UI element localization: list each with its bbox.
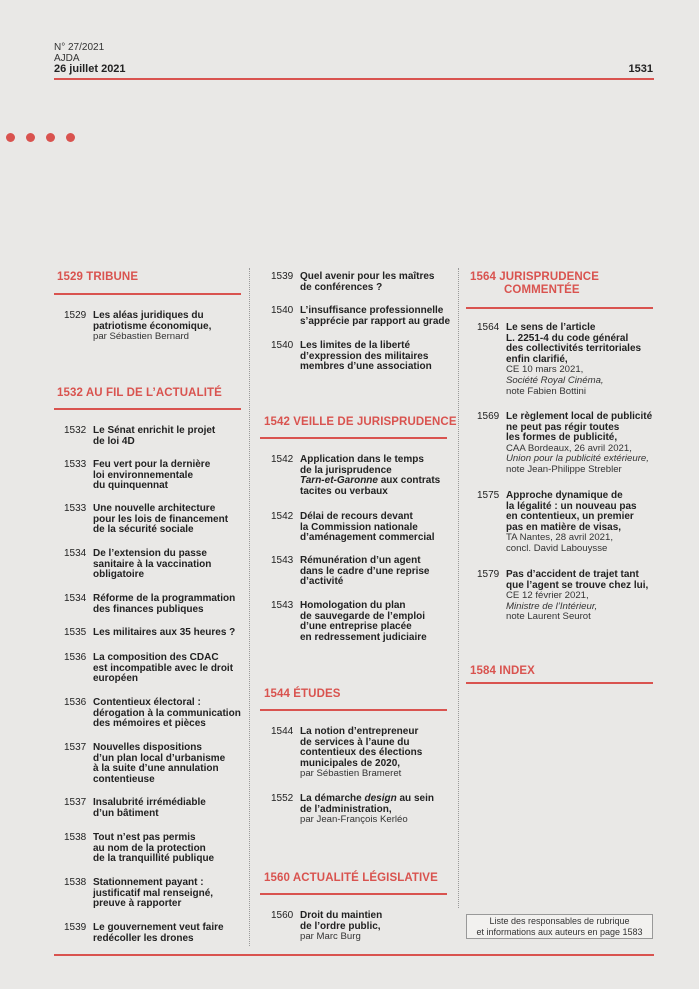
- page-number: 1531: [628, 63, 653, 75]
- entry-page: 1575: [477, 490, 500, 501]
- entry-title: Le sens de l’article L. 2251-4 du code général des collectivités territoriales enfin clarifié,: [506, 322, 642, 365]
- section-title-tribune[interactable]: 1529 TRIBUNE: [57, 271, 139, 283]
- entry-title: Une nouvelle architecture pour les lois de financement de la sécurité sociale: [93, 503, 229, 536]
- section-rule: [54, 408, 241, 410]
- entry-author: par Jean-François Kerléo: [300, 814, 408, 826]
- header-rule: [54, 78, 654, 80]
- entry-title: La notion d’entrepreneur de services à l’aune du contentieux des élections municipales de 2020,: [300, 726, 423, 769]
- entry-author: note Fabien Bottini: [506, 385, 587, 397]
- entry-title: Les limites de la liberté d’expression des militaires membres d’une association: [300, 340, 432, 373]
- entry-title: La composition des CDAC est incompatible avec le droit européen: [93, 652, 234, 685]
- entry-author: concl. David Labouysse: [506, 542, 608, 554]
- entry-title: Droit du maintien de l’ordre public,: [300, 910, 383, 932]
- entry-title: Réforme de la programmation des finances publiques: [93, 593, 236, 615]
- authors-info-note: [466, 914, 653, 939]
- dot-icon: [66, 133, 75, 142]
- entry-page: 1543: [271, 555, 294, 566]
- entry-page: 1540: [271, 340, 294, 351]
- entry-decision: CE 10 mars 2021,: [506, 364, 584, 376]
- dot-icon: [46, 133, 55, 142]
- entry-page: 1532: [64, 425, 87, 436]
- section-rule: [466, 307, 653, 309]
- section-title-legislative[interactable]: 1560 ACTUALITÉ LÉGISLATIVE: [264, 872, 438, 884]
- section-title-etudes[interactable]: 1544 ÉTUDES: [264, 688, 341, 700]
- section-title-actualite[interactable]: 1532 AU FIL DE L’ACTUALITÉ: [57, 387, 222, 399]
- entry-title: Feu vert pour la dernière loi environnementale du quinquennat: [93, 459, 211, 492]
- entry-title: Délai de recours devant la Commission nationale d’aménagement commercial: [300, 511, 435, 544]
- entry-page: 1538: [64, 832, 87, 843]
- section-title-jurisprudence[interactable]: 1564 JURISPRUDENCE COMMENTÉE: [470, 271, 599, 296]
- entry-title: Quel avenir pour les maîtres de conférences ?: [300, 271, 435, 293]
- entry-title: L’insuffisance professionnelle s’apprécie par rapport au grade: [300, 305, 451, 327]
- entry-page: 1579: [477, 569, 500, 580]
- entry-page: 1533: [64, 503, 87, 514]
- entry-title: Stationnement payant : justificatif mal renseigné, preuve à rapporter: [93, 877, 214, 910]
- entry-title: Tout n’est pas permis au nom de la protection de la tranquillité publique: [93, 832, 215, 865]
- entry-page: 1537: [64, 742, 87, 753]
- entry-page: 1539: [64, 922, 87, 933]
- entry-page: 1537: [64, 797, 87, 808]
- entry-page: 1569: [477, 411, 500, 422]
- section-title-index[interactable]: 1584 INDEX: [470, 665, 535, 677]
- dot-icon: [26, 133, 35, 142]
- entry-page: 1538: [64, 877, 87, 888]
- entry-page: 1539: [271, 271, 294, 282]
- entry-title: Insalubrité irrémédiable d’un bâtiment: [93, 797, 206, 819]
- entry-decision: TA Nantes, 28 avril 2021,: [506, 532, 614, 544]
- entry-page: 1564: [477, 322, 500, 333]
- entry-author: par Sébastien Bernard: [93, 331, 189, 343]
- entry-parties: Ministre de l’Intérieur,: [506, 600, 598, 612]
- entry-parties: Union pour la publicité extérieure,: [506, 453, 649, 465]
- entry-page: 1536: [64, 697, 87, 708]
- entry-title: Le gouvernement veut faire redécoller les drones: [93, 922, 224, 944]
- issue-date: 26 juillet 2021: [54, 63, 126, 75]
- entry-page: 1544: [271, 726, 294, 737]
- note-line: et informations aux auteurs en page 1583: [476, 927, 643, 937]
- dot-icon: [6, 133, 15, 142]
- entry-title: Approche dynamique de la légalité : un nouveau pas en contentieux, un premier pas en matière de visas,: [506, 490, 637, 533]
- entry-parties: Société Royal Cinéma,: [506, 374, 604, 386]
- section-rule: [466, 682, 653, 684]
- entry-page: 1543: [271, 600, 294, 611]
- entry-title: Application dans le temps de la jurisprudence Tarn-et-Garonne aux contrats tacites ou verbaux: [300, 454, 441, 497]
- journal-name: AJDA: [54, 53, 80, 64]
- entry-title: Les aléas juridiques du patriotisme économique,: [93, 310, 212, 332]
- entry-page: 1540: [271, 305, 294, 316]
- entry-page: 1534: [64, 548, 87, 559]
- entry-title: Le Sénat enrichit le projet de loi 4D: [93, 425, 216, 447]
- footer-rule: [54, 954, 654, 956]
- entry-title: Les militaires aux 35 heures ?: [93, 627, 236, 638]
- entry-page: 1552: [271, 793, 294, 804]
- entry-title: Contentieux électoral : dérogation à la communication des mémoires et pièces: [93, 697, 241, 730]
- entry-title: Le règlement local de publicité ne peut pas régir toutes les formes de publicité,: [506, 411, 653, 444]
- entry-author: par Sébastien Brameret: [300, 768, 402, 780]
- section-rule: [260, 709, 447, 711]
- entry-author: par Marc Burg: [300, 931, 361, 943]
- entry-title: Pas d’accident de trajet tant que l’agent se trouve chez lui,: [506, 569, 649, 591]
- entry-page: 1542: [271, 454, 294, 465]
- section-rule: [260, 893, 447, 895]
- entry-decision: CAA Bordeaux, 26 avril 2021,: [506, 442, 632, 454]
- entry-page: 1536: [64, 652, 87, 663]
- entry-page: 1529: [64, 310, 87, 321]
- decorative-dots: [6, 133, 75, 142]
- section-title-veille[interactable]: 1542 VEILLE DE JURISPRUDENCE: [264, 416, 457, 428]
- entry-page: 1560: [271, 910, 294, 921]
- entry-title: De l’extension du passe sanitaire à la vaccination obligatoire: [93, 548, 212, 581]
- issue-number: N° 27/2021: [54, 42, 105, 53]
- entry-decision: CE 12 février 2021,: [506, 590, 589, 602]
- section-rule: [260, 437, 447, 439]
- entry-page: 1533: [64, 459, 87, 470]
- entry-author: note Jean-Philippe Strebler: [506, 463, 622, 475]
- entry-title: La démarche design au sein de l’administration,: [300, 793, 434, 815]
- entry-page: 1535: [64, 627, 87, 638]
- entry-page: 1534: [64, 593, 87, 604]
- entry-title: Rémunération d’un agent dans le cadre d’une reprise d’activité: [300, 555, 430, 588]
- entry-title: Homologation du plan de sauvegarde de l’emploi d’une entreprise placée en redressement judiciaire: [300, 600, 427, 643]
- entry-title: Nouvelles dispositions d’un plan local d’urbanisme à la suite d’une annulation contentieuse: [93, 742, 226, 785]
- entry-author: note Laurent Seurot: [506, 611, 591, 623]
- section-rule: [54, 293, 241, 295]
- issue-meta: [54, 42, 126, 75]
- note-line: Liste des responsables de rubrique: [489, 916, 630, 926]
- entry-page: 1542: [271, 511, 294, 522]
